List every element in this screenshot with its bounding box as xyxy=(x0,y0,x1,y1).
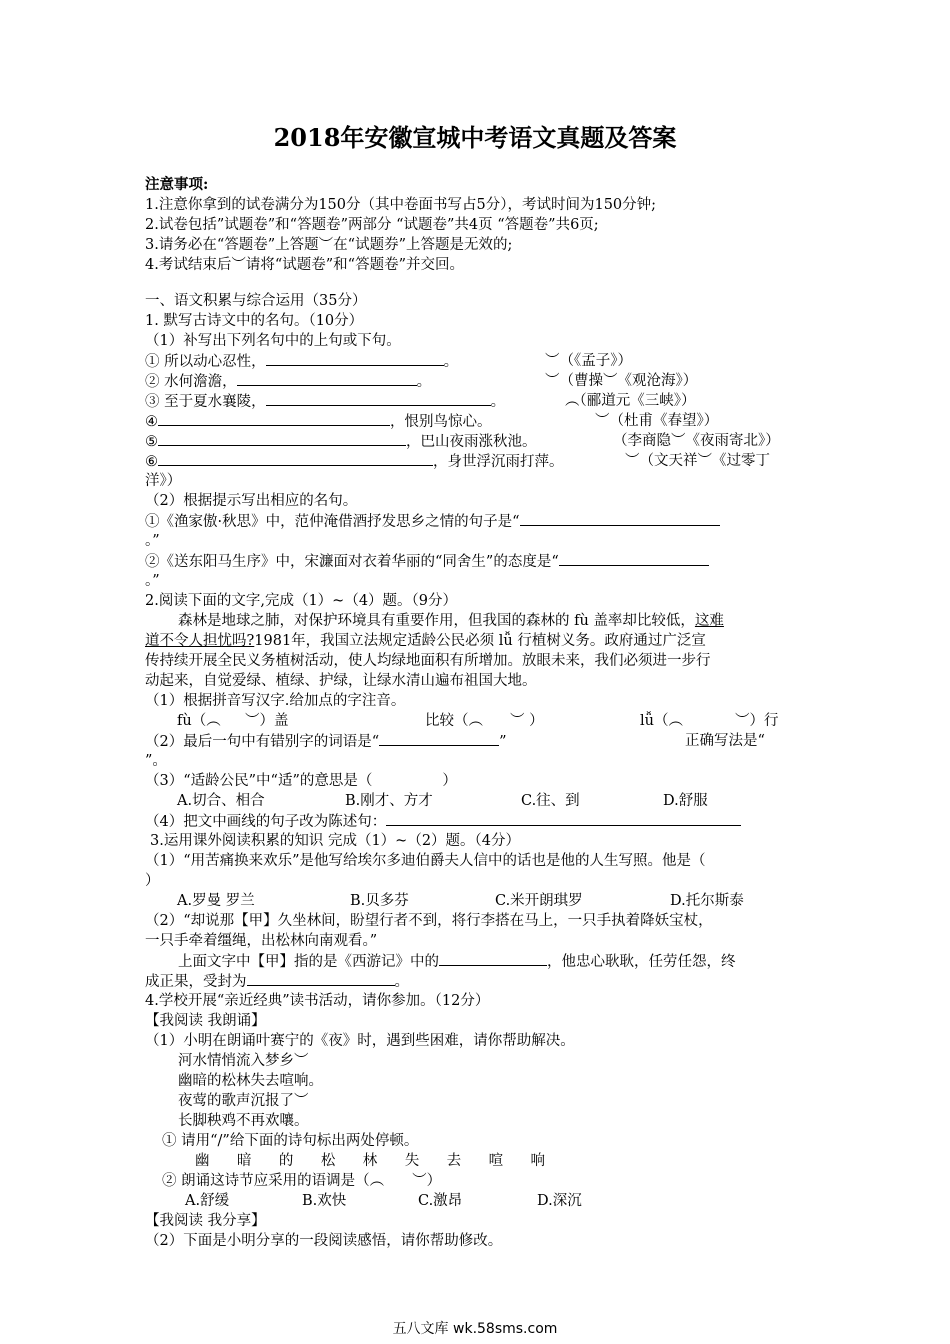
poem-line: 夜莺的歌声沉报了︶ xyxy=(178,1093,309,1109)
poem-line: 长脚秧鸡不再欢嚷。 xyxy=(178,1113,309,1129)
passage-line: 道不令人担忧吗?1981年，我国立法规定适龄公民必须 lǚ 行植树义务。政府通过广泛宣 xyxy=(145,633,706,649)
q2-sub1: （1）根据拼音写汉字.给加点的字注音。 xyxy=(145,693,406,709)
q1-part1: （1）补写出下列名句中的上句或下句。 xyxy=(145,333,401,349)
notice-item: 4.考试结束后︶请将“试题卷”和“答题卷”并交回。 xyxy=(145,257,464,273)
recite-line-2: ② 水何澹澹， 。 ︶（曹操︶《观沧海》） xyxy=(145,373,698,390)
q4-sub1-b: ② 朗诵这诗节应采用的语调是（︵ ︶） xyxy=(162,1173,442,1189)
pause-chars: 幽 暗 的 松 林 失 去 喧 响 xyxy=(195,1153,545,1169)
q2-heading: 2.阅读下面的文字,完成（1）~（4）题。（9分） xyxy=(145,593,458,609)
footer-watermark: 五八文库 wk.58sms.com xyxy=(392,1321,558,1337)
hint-line-1-end: 。” xyxy=(145,533,160,549)
recite-line-5: ⑤ ，巴山夜雨涨秋池。 （李商隐︶《夜雨寄北》） xyxy=(145,433,780,450)
q3-sub2-question: 成正果，受封为 。 xyxy=(145,971,810,992)
notice-item: 2.试卷包括”试题卷”和“答题卷”两部分 “试题卷”共4页 “答题卷”共6页; xyxy=(145,217,599,233)
q4-heading: 4.学校开展“亲近经典”读书活动，请你参加。（12分） xyxy=(145,993,490,1009)
q4-tag: 【我阅读 我分享】 xyxy=(145,1213,266,1229)
q3-sub2: 一只手牵着缰绳，出松林向南观看。” xyxy=(145,933,378,949)
q4-tag: 【我阅读 我朗诵】 xyxy=(145,1013,266,1029)
q3-heading: 3.运用课外阅读积累的知识 完成（1）~（2）题。（4分） xyxy=(150,833,521,849)
q4-sub2: （2）下面是小明分享的一段阅读感悟，请你帮助修改。 xyxy=(145,1233,503,1249)
passage-line: 动起来，自觉爱绿、植绿、护绿，让绿水清山遍布祖国大地。 xyxy=(145,673,537,689)
passage-line: 传持续开展全民义务植树活动，使人均绿地面积有所增加。放眼未来，我们必须进一步行 xyxy=(145,653,711,669)
q1-heading: 1. 默写古诗文中的名句。（10分） xyxy=(145,313,364,329)
hint-line-2: ②《送东阳马生序》中，宋濂面对衣着华丽的“同舍生”的态度是“ xyxy=(145,551,810,572)
passage-line: 森林是地球之肺，对保护环境具有重要作用，但我国的森林的 fù 盖率却比较低，这难 xyxy=(178,613,724,629)
recite-line-4: ④ ，恨别鸟惊心。 ︶（杜甫《春望》） xyxy=(145,413,719,430)
q4-sub1-a: ① 请用“/”给下面的诗句标出两处停顿。 xyxy=(162,1133,419,1149)
page-title: 2018年安徽宣城中考语文真题及答案 xyxy=(273,123,677,152)
q3-sub1: （1）“用苦痛换来欢乐”是他写给埃尔多迪伯爵夫人信中的话也是他的人生写照。他是（ xyxy=(145,853,706,869)
recite-line-6: ⑥ ，身世浮沉雨打萍。 ︶（文天祥︶《过零丁 xyxy=(145,453,770,470)
q2-sub3: （3）“适龄公民”中“适”的意思是（ ） xyxy=(145,773,457,789)
notice-item: 3.请务必在“答题卷”上答题︶在“试题券”上答题是无效的; xyxy=(145,237,513,253)
q2-sub2-end: ”。 xyxy=(145,753,167,769)
poem-line: 幽暗的松林失去喧响。 xyxy=(178,1073,323,1089)
recite-line-3: ③ 至于夏水襄陵， 。 ︵（郦道元《三峡》） xyxy=(145,393,696,410)
q1-part2: （2）根据提示写出相应的名句。 xyxy=(145,493,358,509)
hint-line-1: ①《渔家傲·秋思》中，范仲淹借酒抒发思乡之情的句子是“ xyxy=(145,511,810,532)
q2-sub2: （2）最后一句中有错别字的词语是“ ” 正确写法是“ xyxy=(145,733,765,750)
q3-sub2: （2）“却说那【甲】久坐林间，盼望行者不到，将行李搭在马上，一只手执着降妖宝杖， xyxy=(145,913,713,929)
section-heading: 一、语文积累与综合运用（35分） xyxy=(145,293,367,309)
notice-heading: 注意事项: xyxy=(145,176,209,193)
notice-item: 1.注意你拿到的试卷满分为150分（其中卷面书写占5分），考试时间为150分钟; xyxy=(145,197,657,213)
q2-sub4: （4）把文中画线的句子改为陈述句： xyxy=(145,811,810,832)
recite-line-1: ① 所以动心忍性， 。 ︶（《孟子》） xyxy=(145,353,632,370)
q3-sub1-end: ） xyxy=(145,873,160,889)
poem-line: 河水情悄流入梦乡︶ xyxy=(178,1053,309,1069)
q3-sub2-question: 上面文字中【甲】指的是《西游记》中的 ，他忠心耿耿，任劳任怨，终 xyxy=(178,951,808,972)
hint-line-2-end: 。” xyxy=(145,573,160,589)
recite-wrap: 洋》） xyxy=(145,473,182,489)
q4-sub1: （1）小明在朗诵叶赛宁的《夜》时，遇到些困难，请你帮助解决。 xyxy=(145,1033,575,1049)
